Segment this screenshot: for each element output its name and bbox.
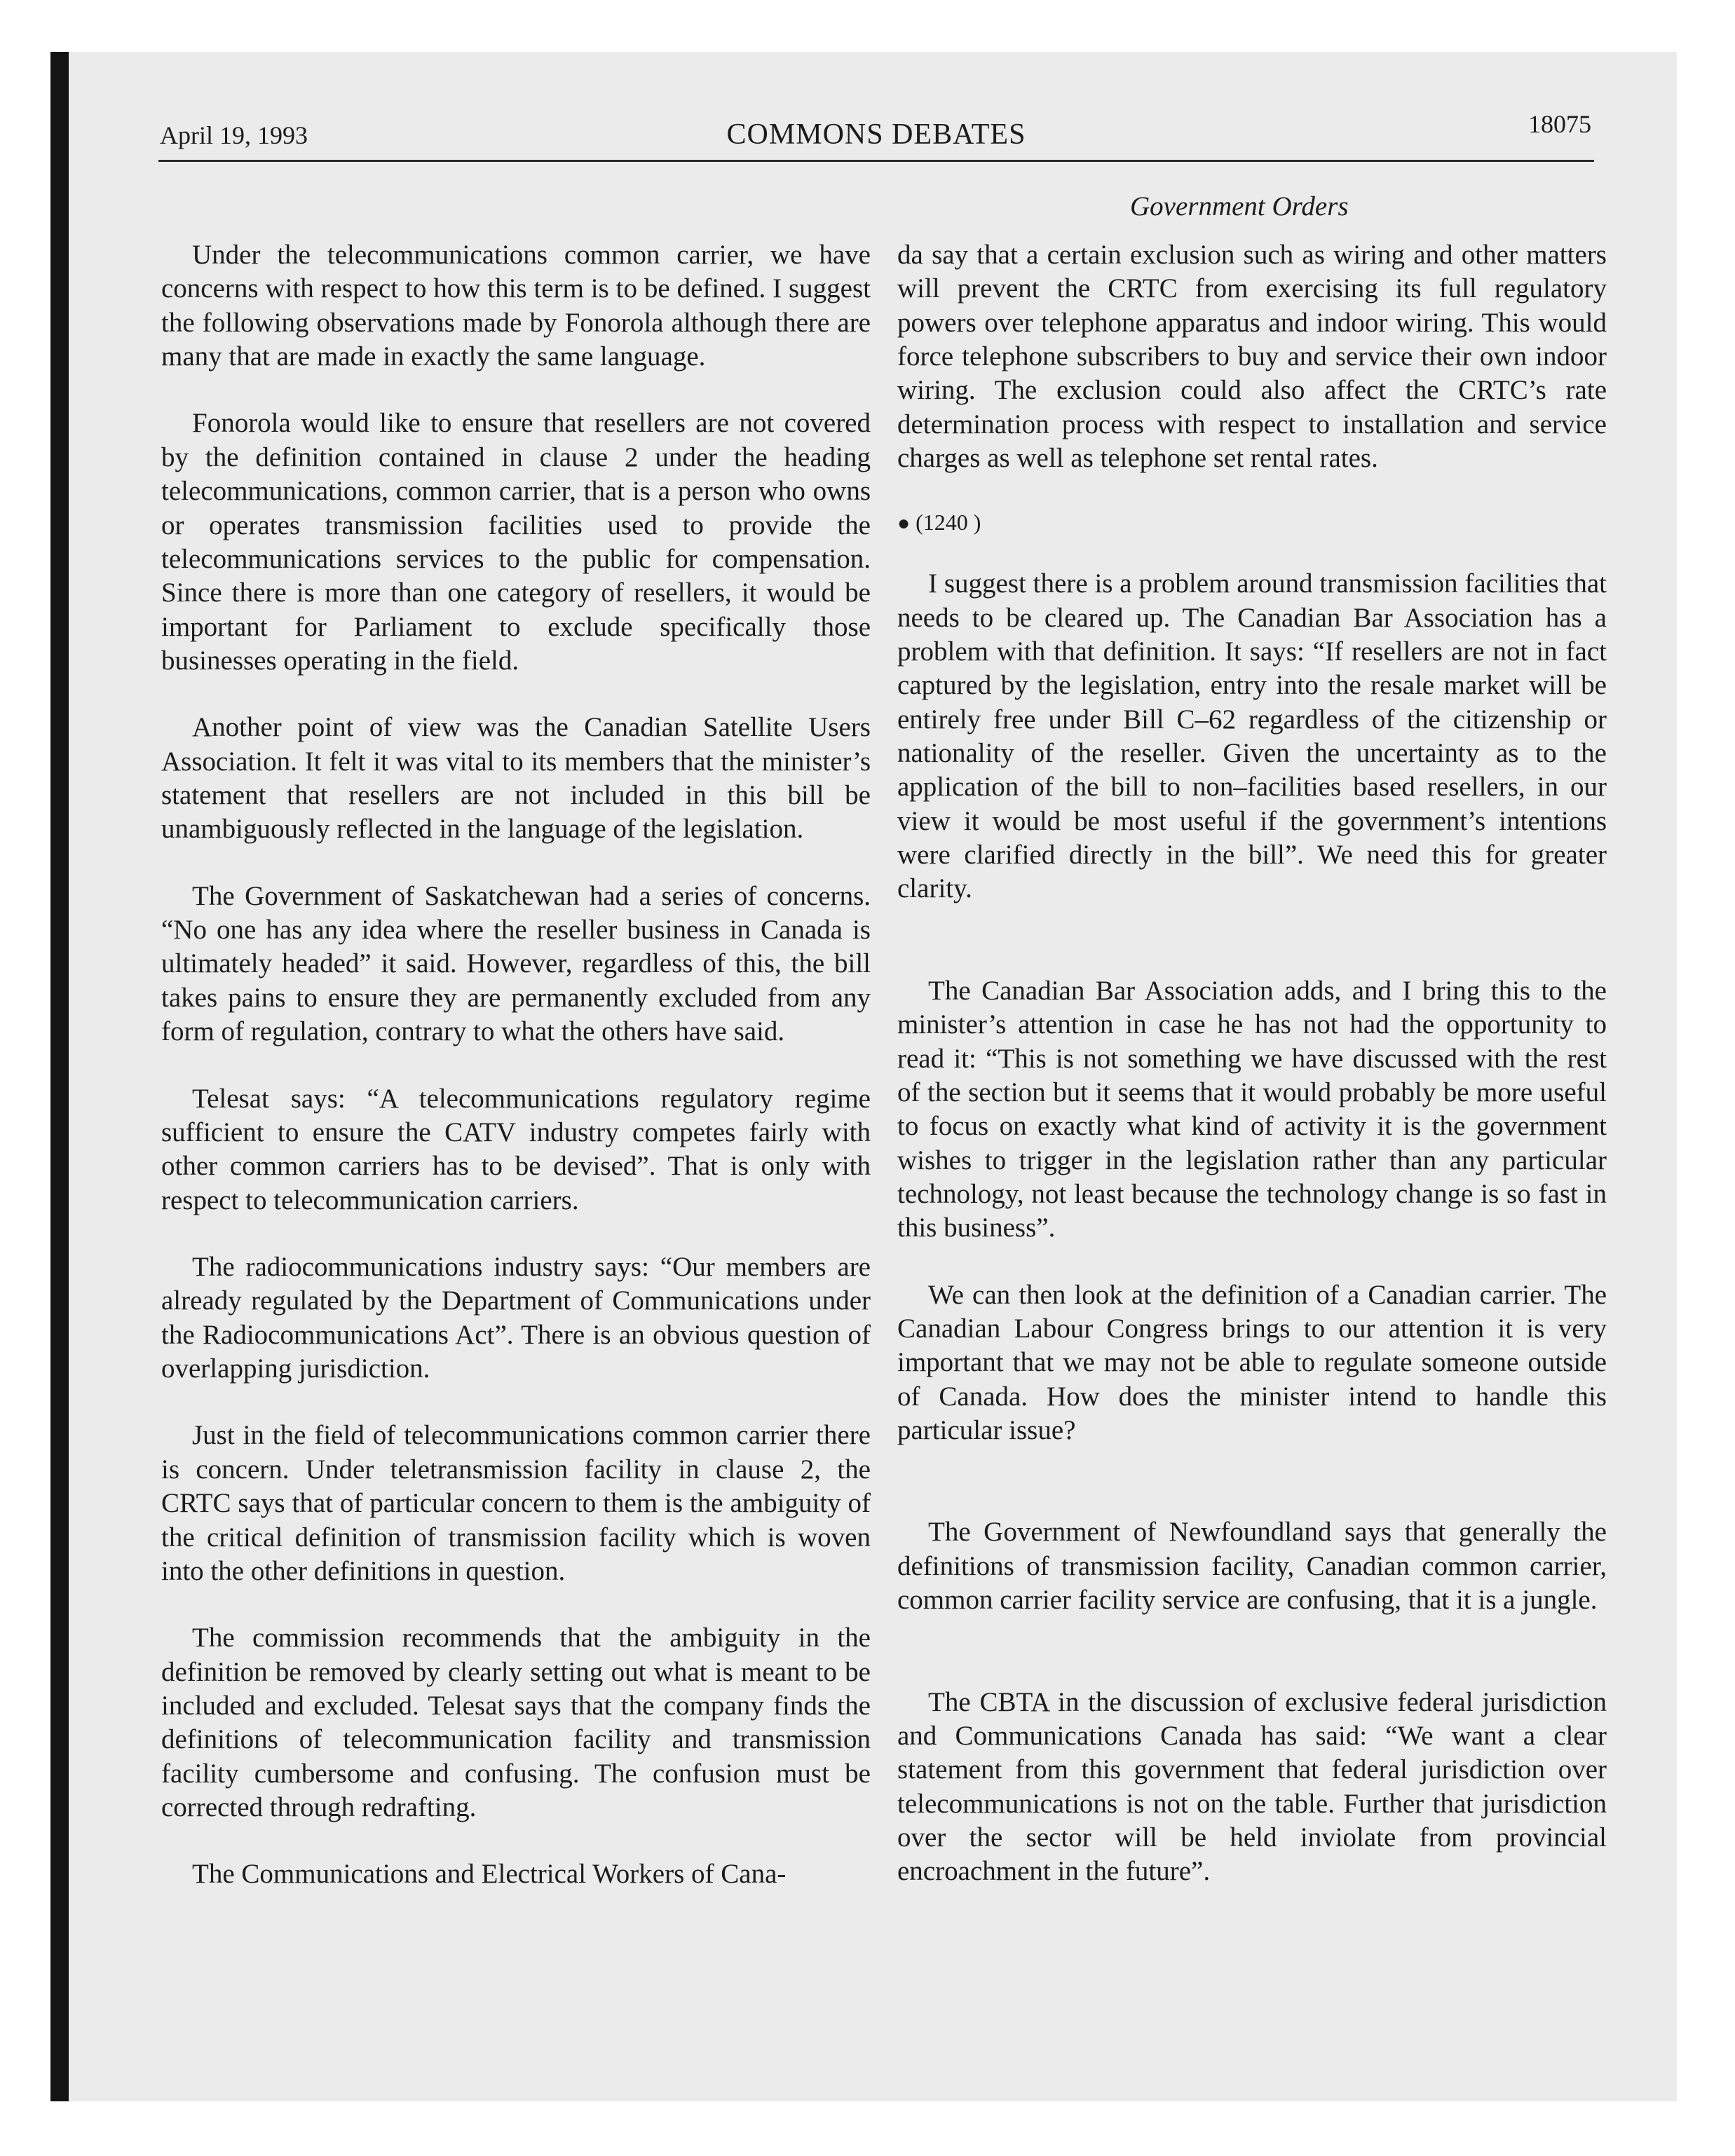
left-column bbox=[161, 238, 871, 1925]
paragraph: The Government of Saskatchewan had a series of concerns. “No one has any idea where the reseller business in Canada is ultimately headed” it said. However, regardless of this, the bill takes pains to ensure they are permanently excluded from any form of regulation, contrary to what the others have said. bbox=[161, 880, 871, 1047]
paragraph: The CBTA in the discussion of exclusive federal jurisdiction and Communications Canada has said: “We want a clear statement from this government that federal jurisdiction over telecommunications is not on the table. Further that jurisdiction over the sector will be held inviolate from provincial encroachment in the future”. bbox=[897, 1686, 1607, 1887]
header-title: COMMONS DEBATES bbox=[726, 118, 1026, 151]
header-date: April 19, 1993 bbox=[160, 121, 308, 149]
paragraph: Telesat says: “A telecommunications regulatory regime sufficient to ensure the CATV industry competes fairly with other common carriers has to be devised”. That is only with respect to telecommunication carriers. bbox=[161, 1083, 871, 1215]
paragraph: I suggest there is a problem around transmission facilities that needs to be cleared up. The Canadian Bar Association has a problem with that definition. It says: “If resellers are not in fact captured by the legislation, entry into the resale market will be entirely free under Bill C–62 regardless of the citizenship or nationality of the reseller. Given the uncertainty as to the application of the bill to non–facilities based resellers, in our view it would be most useful if the government’s intentions were clarified directly in the bill”. We need this for greater clarity. bbox=[897, 568, 1607, 904]
right-column bbox=[897, 238, 1607, 1922]
page-header bbox=[158, 105, 1594, 161]
paragraph: Under the telecommunications common carrier, we have concerns with respect to how this term is to be defined. I suggest the following observations made by Fonorola although there are many that are made in exactly the same language. bbox=[161, 240, 871, 372]
section-label: Government Orders bbox=[1130, 191, 1349, 221]
bullet-icon: ● bbox=[897, 511, 911, 535]
page-number: 18075 bbox=[1528, 110, 1591, 138]
paragraph: The Government of Newfoundland says that generally the definitions of transmission facility, Canadian common carrier, common carrier facility service are confusing, that it is a jungle. bbox=[897, 1517, 1607, 1616]
paragraph: The radiocommunications industry says: “Our members are already regulated by the Department of Communications under the Radiocommunications Act”. There is an obvious question of overlapping jurisdiction. bbox=[161, 1251, 871, 1384]
paragraph: Another point of view was the Canadian Satellite Users Association. It felt it was vital to its members that the minister’s statement that resellers are not included in this bill be unambiguously reflected in the language of the legislation. bbox=[161, 712, 871, 845]
paragraph: We can then look at the definition of a Canadian carrier. The Canadian Labour Congress brings to our attention it is very important that we may not be able to regulate someone outside of Canada. How does the minister intend to handle this particular issue? bbox=[897, 1279, 1607, 1446]
paragraph: Just in the field of telecommunications common carrier there is concern. Under teletransmission facility in clause 2, the CRTC says that of particular concern to them is the ambiguity of the critical definition of transmission facility which is woven into the other definitions in question. bbox=[161, 1420, 871, 1586]
binding-edge bbox=[50, 52, 69, 2101]
continued-paragraph: da say that a certain exclusion such as wiring and other matters will prevent the CRTC from exercising its full regulatory powers over telephone apparatus and indoor wiring. This would force telephone subscribers to buy and service their own indoor wiring. The exclusion could also affect the CRTC’s rate determination process with respect to installation and service charges as well as telephone set rental rates. bbox=[897, 240, 1607, 474]
time-marker bbox=[897, 509, 1607, 537]
paragraph: The Canadian Bar Association adds, and I bring this to the minister’s attention in case he has not had the opportunity to read it: “This is not something we have discussed with the rest of the section but it seems that it would probably be more useful to focus on exactly what kind of activity it is the government wishes to trigger in the legislation rather than any particular technology, not least because the technology change is so fast in this business”. bbox=[897, 975, 1607, 1243]
paragraph: The Communications and Electrical Workers of Cana- bbox=[192, 1859, 787, 1890]
time-marker-text: (1240 ) bbox=[916, 509, 981, 535]
paragraph: Fonorola would like to ensure that resellers are not covered by the definition contained in clause 2 under the heading telecommunications, common carrier, that is a person who owns or operates transmission facilities used to provide the telecommunications services to the public for compensation. Since there is more than one category of resellers, it would be important for Parliament to exclude specifically those businesses operating in the field. bbox=[161, 408, 871, 676]
paragraph: The commission recommends that the ambiguity in the definition be removed by clearly setting out what is meant to be included and excluded. Telesat says that the company finds the definitions of telecommunication facility and transmission facility cumbersome and confusing. The confusion must be corrected through redrafting. bbox=[161, 1623, 871, 1823]
header-rule bbox=[158, 160, 1594, 162]
